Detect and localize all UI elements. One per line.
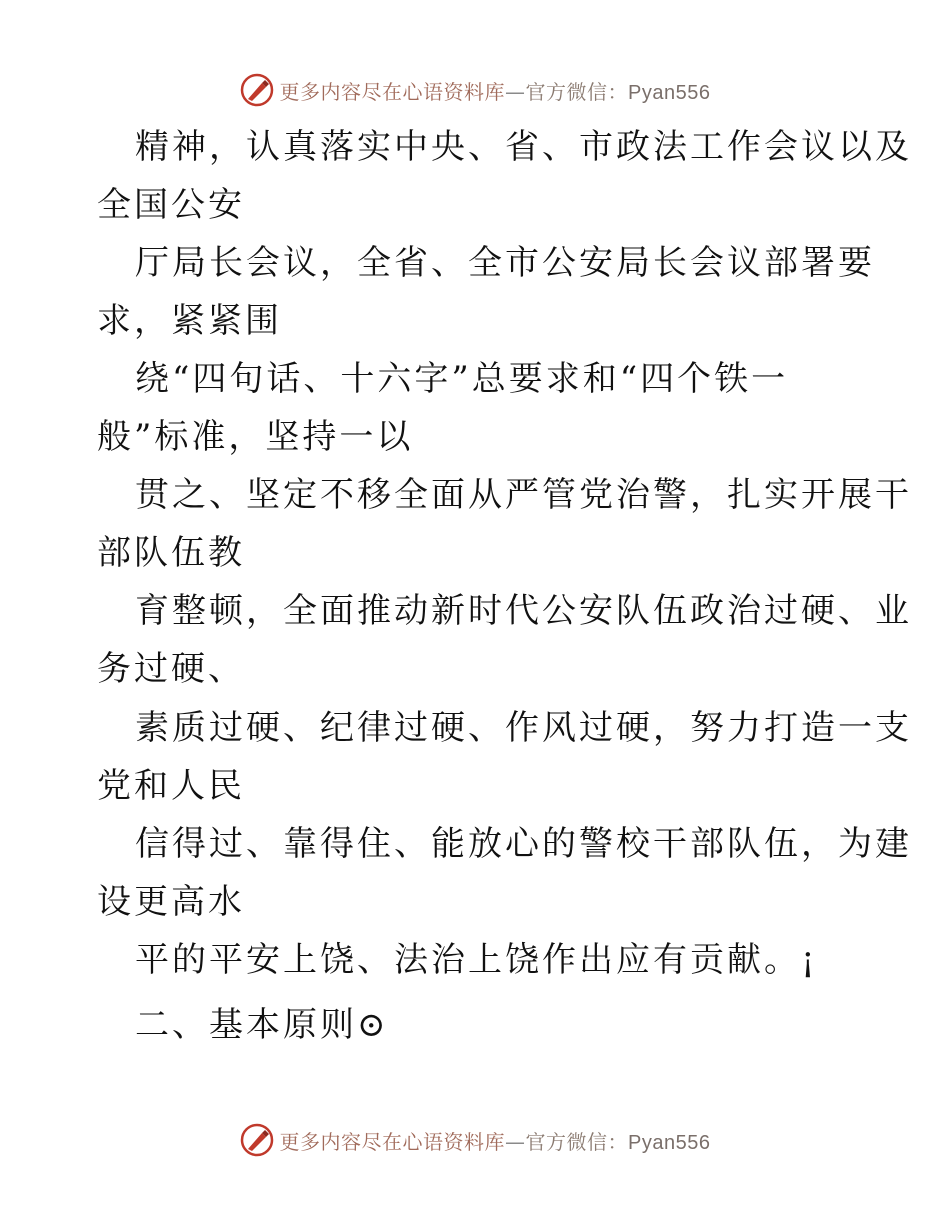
body-line: 党和人民 (97, 766, 245, 806)
banner-wechat-id: Pyan556 (628, 81, 711, 104)
body-line: 般”标准，坚持一以 (97, 417, 414, 457)
header-banner (0, 70, 950, 110)
header-banner-text (280, 76, 711, 105)
body-line: 素质过硬、纪律过硬、作风过硬，努力打造一支 (135, 708, 912, 748)
footer-banner-text (280, 1126, 711, 1155)
banner-main-text: 更多内容尽在心语资料库 (279, 1129, 506, 1154)
banner-separator: — (505, 79, 526, 104)
body-line: 信得过、靠得住、能放心的警校干部队伍，为建 (135, 824, 912, 864)
section-heading: 二、基本原则⊙ (135, 1005, 389, 1045)
body-line: 设更高水 (97, 882, 245, 922)
body-line: 精神，认真落实中央、省、市政法工作会议以及 (135, 127, 912, 167)
body-line: 务过硬、 (97, 649, 245, 689)
body-line: 部队伍教 (97, 533, 245, 573)
banner-wechat-label: 官方微信： (525, 1129, 629, 1154)
body-line: 求，紧紧围 (97, 301, 282, 341)
banner-wechat-label: 官方微信： (525, 79, 629, 104)
body-line: 育整顿，全面推动新时代公安队伍政治过硬、业 (135, 591, 912, 631)
banner-separator: — (505, 1129, 526, 1154)
pen-logo-icon (240, 1123, 274, 1157)
body-line: 绕“四句话、十六字”总要求和“四个铁一 (135, 359, 789, 399)
body-line: 平的平安上饶、法治上饶作出应有贡献。¡ (135, 940, 818, 980)
body-line: 贯之、坚定不移全面从严管党治警，扎实开展干 (135, 475, 912, 515)
body-line: 厅局长会议，全省、全市公安局长会议部署要 (135, 243, 875, 283)
pen-logo-icon (240, 73, 274, 107)
footer-banner (0, 1120, 950, 1160)
body-line: 全国公安 (97, 185, 245, 225)
banner-wechat-id: Pyan556 (628, 1131, 711, 1154)
banner-main-text: 更多内容尽在心语资料库 (279, 79, 506, 104)
